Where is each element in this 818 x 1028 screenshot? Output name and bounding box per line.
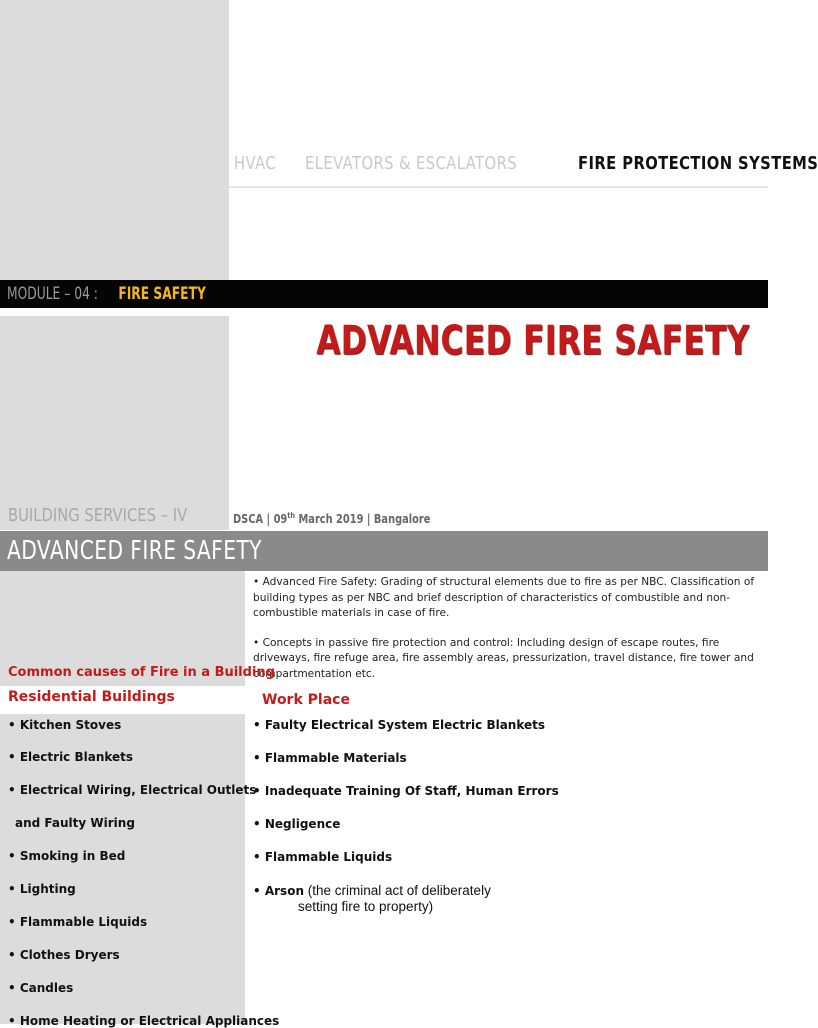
list-item: • Negligence xyxy=(253,817,341,831)
list-item: • Clothes Dryers xyxy=(8,948,120,962)
intro-paragraph: • Advanced Fire Safety: Grading of structural elements due to fire as per NBC. Classification of building types as per NBC and brief description of characteristics of combustible and non-combustible materials in case of fire. xyxy=(253,576,755,619)
list-item: • Inadequate Training Of Staff, Human Errors xyxy=(253,784,559,798)
module-prefix: MODULE – 04 : xyxy=(7,284,98,304)
arson-label: • Arson xyxy=(253,884,304,898)
top-navigation xyxy=(229,140,818,188)
list-item: • Candles xyxy=(8,981,74,995)
list-item: • Home Heating or Electrical Appliances xyxy=(8,1014,280,1028)
arson-note: (the criminal act of deliberately xyxy=(303,883,491,898)
module-name: FIRE SAFETY xyxy=(118,284,207,304)
left-panel-middle xyxy=(0,316,229,530)
date-day: 09 xyxy=(273,512,288,526)
list-item: • Faulty Electrical System Electric Blankets xyxy=(253,718,546,732)
place: Bangalore xyxy=(373,512,431,526)
list-item: • Smoking in Bed xyxy=(8,849,126,863)
separator: | xyxy=(266,512,271,526)
module-bar xyxy=(0,280,768,308)
list-item: • Electric Blankets xyxy=(8,750,134,764)
list-item: • Electrical Wiring, Electrical Outlets xyxy=(8,783,257,797)
list-item: • Flammable Materials xyxy=(253,751,407,765)
section-bar xyxy=(0,531,768,571)
list-item: • Lighting xyxy=(8,882,76,896)
section-title: ADVANCED FIRE SAFETY xyxy=(7,536,262,566)
list-item: • Flammable Liquids xyxy=(8,915,148,929)
arson-note-continued: setting fire to property) xyxy=(298,899,434,914)
main-title: ADVANCED FIRE SAFETY xyxy=(316,318,750,364)
separator: | xyxy=(366,512,371,526)
org-name: DSCA xyxy=(233,512,264,526)
left-panel-top xyxy=(0,0,229,280)
workplace-heading: Work Place xyxy=(262,692,350,708)
intro-text xyxy=(253,575,763,696)
intro-paragraph: • Concepts in passive fire protection and control: Including design of escape routes, fire driveways, fire refuge area, fire assembly areas, pressurization, travel distance, fire tower and compartmentation etc. xyxy=(253,636,754,680)
nav-item-fire-protection[interactable]: FIRE PROTECTION SYSTEMS xyxy=(577,152,818,174)
list-item: • Flammable Liquids xyxy=(253,850,393,864)
list-item: and Faulty Wiring xyxy=(15,816,135,830)
residential-heading: Residential Buildings xyxy=(8,689,175,705)
nav-item-elevators-escalators[interactable]: ELEVATORS & ESCALATORS xyxy=(305,152,518,174)
nav-item-hvac[interactable]: HVAC xyxy=(234,152,277,174)
list-item-arson xyxy=(253,883,491,898)
course-label: BUILDING SERVICES – IV xyxy=(8,505,188,526)
causes-heading: Common causes of Fire in a Building xyxy=(8,665,275,680)
list-item: • Kitchen Stoves xyxy=(8,718,122,732)
course-meta xyxy=(233,511,430,526)
date-rest: March 2019 xyxy=(298,512,364,526)
date-day-suffix: th xyxy=(287,511,296,520)
